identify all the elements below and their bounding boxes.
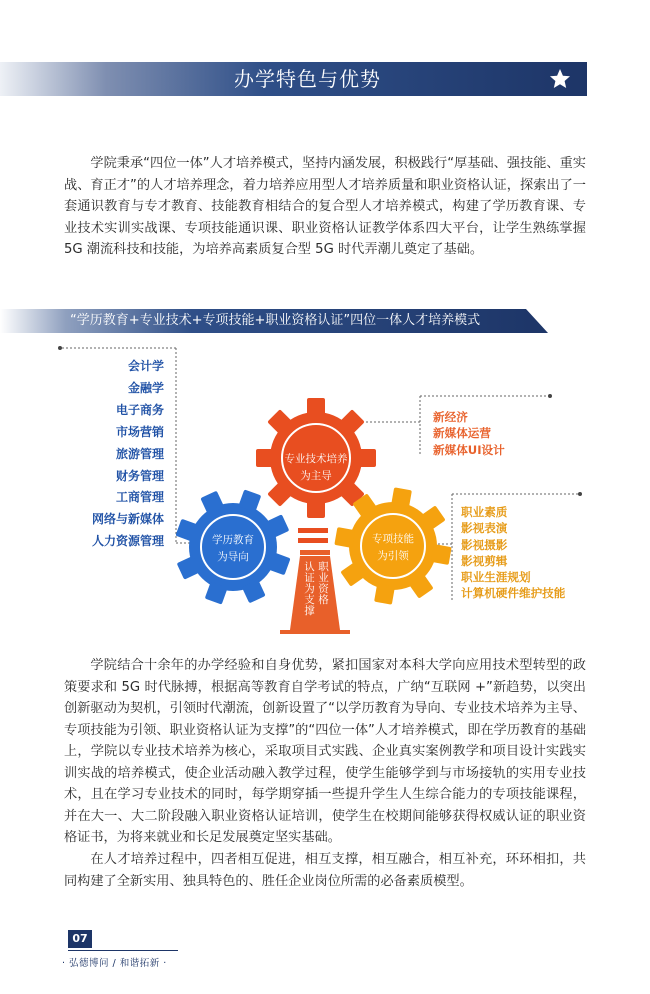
pillar-line1: 职业资格 xyxy=(317,561,329,605)
gear-right-line2: 为引领 xyxy=(377,550,409,562)
body-paragraph-2: 学院结合十余年的办学经验和自身优势，紧扣国家对本科大学向应用技术型转型的政策要求和 5G 时代脉搏，根据高等教育自学考试的特点，广纳“互联网 +”新趋势，以突出创新驱动为契机，引领时代潮流，创新设置了“以学历教育为导向、专业技术培养为主导、专项技能为引领、职业资格认证为支撑”的“四位一体”人才培养模式，即在学历教育的基础上，学院以专业技术培养为核心，采取项目式实践、企业真实案例教学和项目设计实践实训实战的培养模式，使企业活动融入教学过程，使学生能够学到与市场接轨的实用专业技术，且在学习专业技术的同时，每学期穿插一些提升学生人生综合能力的专项技能课程，并在大一、大二阶段融入职业资格认证培训，使学生在校期间能够获得权威认证的职业资格证书，为将来就业和长足发展奠定坚实基础。 xyxy=(64,658,586,845)
footer-motto: · 弘德博问 / 和谐拓新 · xyxy=(62,958,167,969)
majors-list xyxy=(60,356,164,553)
technology-list xyxy=(433,409,505,458)
list-item: 旅游管理 xyxy=(115,446,164,461)
gear-top-label xyxy=(271,451,361,485)
list-item: 职业生涯规划 xyxy=(461,570,531,585)
gear-top-line1: 专业技术培养 xyxy=(284,453,348,465)
list-item: 会计学 xyxy=(127,359,164,373)
gear-left-line2: 为导向 xyxy=(217,551,249,563)
list-item: 影视表演 xyxy=(461,521,508,536)
list-item: 人力资源管理 xyxy=(91,534,164,549)
page-number: 07 xyxy=(68,930,92,948)
gear-left-label xyxy=(188,532,278,566)
page-title: 办学特色与优势 xyxy=(234,67,381,91)
list-item: 财务管理 xyxy=(115,468,164,483)
gear-right-label xyxy=(348,531,438,565)
list-item: 市场营销 xyxy=(115,424,164,439)
gear-left-line1: 学历教育 xyxy=(212,534,254,546)
center-link-bars xyxy=(298,528,328,543)
list-item: 计算机硬件维护技能 xyxy=(461,586,566,601)
skills-list xyxy=(461,504,565,602)
gear-right-line1: 专项技能 xyxy=(372,533,414,545)
pillar-line2: 认证为支撑 xyxy=(303,561,315,616)
gear-top-line2: 为主导 xyxy=(300,470,332,482)
list-item: 工商管理 xyxy=(115,490,164,505)
list-item: 新媒体运营 xyxy=(433,426,491,441)
list-item: 影视剪辑 xyxy=(461,553,508,568)
list-item: 影视摄影 xyxy=(461,537,508,552)
list-item: 电子商务 xyxy=(115,402,164,417)
intro-paragraph: 学院秉承“四位一体”人才培养模式，坚持内涵发展，积极践行“厚基础、强技能、重实战、育正才”的人才培养理念，着力培养应用型人才培养质量和职业资格认证，探索出了一套通识教育与专才教育、技能教育相结合的复合型人才培养模式，构建了学历教育课、专业技术实训实战课、专项技能通识课、职业资格认证教学体系四大平台，让学生熟练掌握 5G 潮流科技和技能，为培养高素质复合型 5G 时代弄潮儿奠定了基础。 xyxy=(64,156,586,257)
list-item: 金融学 xyxy=(127,380,164,395)
list-item: 新经济 xyxy=(433,410,468,424)
list-item: 网络与新媒体 xyxy=(91,512,164,527)
banner-label: “学历教育+专业技术+专项技能+职业资格认证”四位一体人才培养模式 xyxy=(70,313,481,328)
certification-pillar xyxy=(280,550,350,634)
list-item: 新媒体UI设计 xyxy=(433,442,505,457)
list-item: 职业素质 xyxy=(461,505,508,519)
footer-divider xyxy=(68,950,178,951)
body-paragraph-3: 在人才培养过程中，四者相互促进，相互支撑，相互融合，相互补充，环环相扣，共同构建了全新实用、独具特色的、胜任企业岗位所需的必备素质模型。 xyxy=(64,852,586,889)
